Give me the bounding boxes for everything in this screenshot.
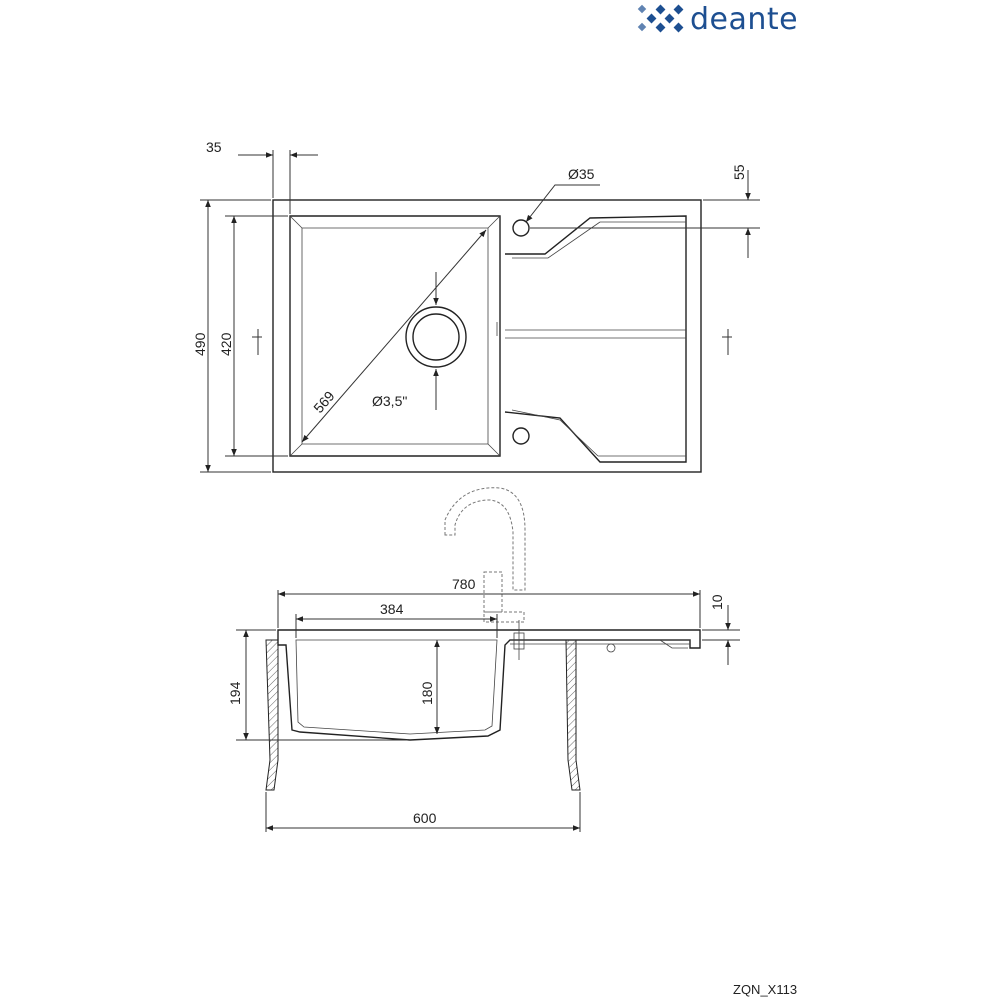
cabinet-wall-left [266,640,278,790]
dim-total-width: 780 [452,576,476,592]
tap-hole [513,220,529,236]
dim-drain-diameter: Ø3,5" [372,393,408,409]
dim-bowl-height: 420 [218,332,234,356]
drain-inner [413,314,459,360]
dim-rim-thickness: 10 [709,594,725,610]
sink-outer-outline [273,200,701,472]
dim-bowl-depth: 180 [419,681,435,705]
dim-outer-height: 490 [192,332,208,356]
dim-bowl-diagonal: 569 [310,387,338,416]
dim-hole-offset: 55 [731,164,747,180]
dim-hole-diameter: Ø35 [568,166,595,182]
dim-total-depth: 194 [227,681,243,705]
sink-profile [278,630,700,740]
drainer-board [505,216,686,462]
dim-cabinet-width: 600 [413,810,437,826]
drawing-code: ZQN_X113 [733,982,798,997]
dim-edge-offset: 35 [206,139,222,155]
tap-hole-option [513,428,529,444]
top-view [192,139,760,472]
side-view [227,488,740,832]
cabinet-wall-right [566,640,580,790]
brand-logo-text: deante [690,2,799,37]
drain-outer [406,307,466,367]
dim-bowl-width: 384 [380,601,404,617]
faucet-outline [445,488,525,622]
brand-logo-icon [638,5,684,33]
